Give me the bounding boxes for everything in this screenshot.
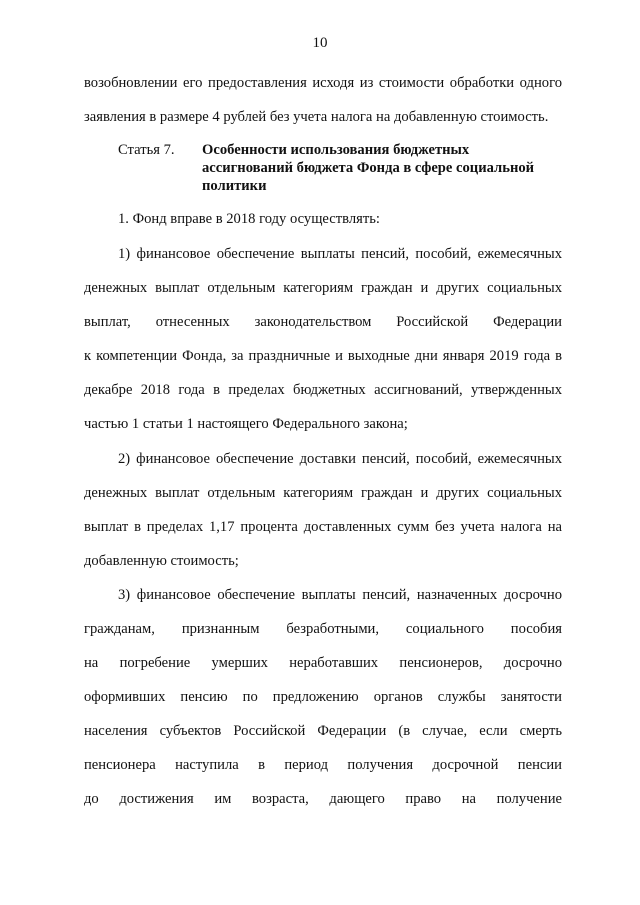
paragraph-line: 3) финансовое обеспечение выплаты пенсий, назначенных досрочно (118, 587, 562, 603)
paragraph-line: выплат, отнесенных законодательством Российской Федерации (84, 314, 562, 330)
paragraph-line: населения субъектов Российской Федерации (в случае, если смерть (84, 723, 562, 739)
paragraph-line: денежных выплат отдельным категориям граждан и других социальных (84, 280, 562, 296)
article-label: Статья 7. (118, 142, 175, 158)
paragraph-line: 1. Фонд вправе в 2018 году осуществлять: (118, 211, 380, 227)
article-title-line: политики (202, 178, 267, 194)
paragraph-line: оформивших пенсию по предложению органов службы занятости (84, 689, 562, 705)
paragraph-line: денежных выплат отдельным категориям граждан и других социальных (84, 485, 562, 501)
text-line: возобновлении его предоставления исходя из стоимости обработки одного (84, 75, 562, 91)
paragraph-line: пенсионера наступила в период получения досрочной пенсии (84, 757, 562, 773)
paragraph-line: на погребение умерших неработавших пенсионеров, досрочно (84, 655, 562, 671)
paragraph-line: к компетенции Фонда, за праздничные и выходные дни января 2019 года в (84, 348, 562, 364)
paragraph-line: до достижения им возраста, дающего право на получение (84, 791, 562, 807)
paragraph-line: добавленную стоимость; (84, 553, 239, 569)
article-title-line: Особенности использования бюджетных (202, 142, 470, 158)
paragraph-line: 2) финансовое обеспечение доставки пенсий, пособий, ежемесячных (118, 451, 562, 467)
page-number: 10 (312, 35, 328, 51)
text-line: заявления в размере 4 рублей без учета налога на добавленную стоимость. (84, 109, 549, 125)
paragraph-line: 1) финансовое обеспечение выплаты пенсий, пособий, ежемесячных (118, 246, 562, 262)
article-title-line: ассигнований бюджета Фонда в сфере социальной (202, 160, 535, 176)
paragraph-line: гражданам, признанным безработными, социального пособия (84, 621, 562, 637)
paragraph-line: декабре 2018 года в пределах бюджетных ассигнований, утвержденных (84, 382, 562, 398)
article-title (202, 141, 552, 195)
paragraph-line: выплат в пределах 1,17 процента доставленных сумм без учета налога на (84, 519, 562, 535)
paragraph-line: частью 1 статьи 1 настоящего Федерального закона; (84, 416, 408, 432)
